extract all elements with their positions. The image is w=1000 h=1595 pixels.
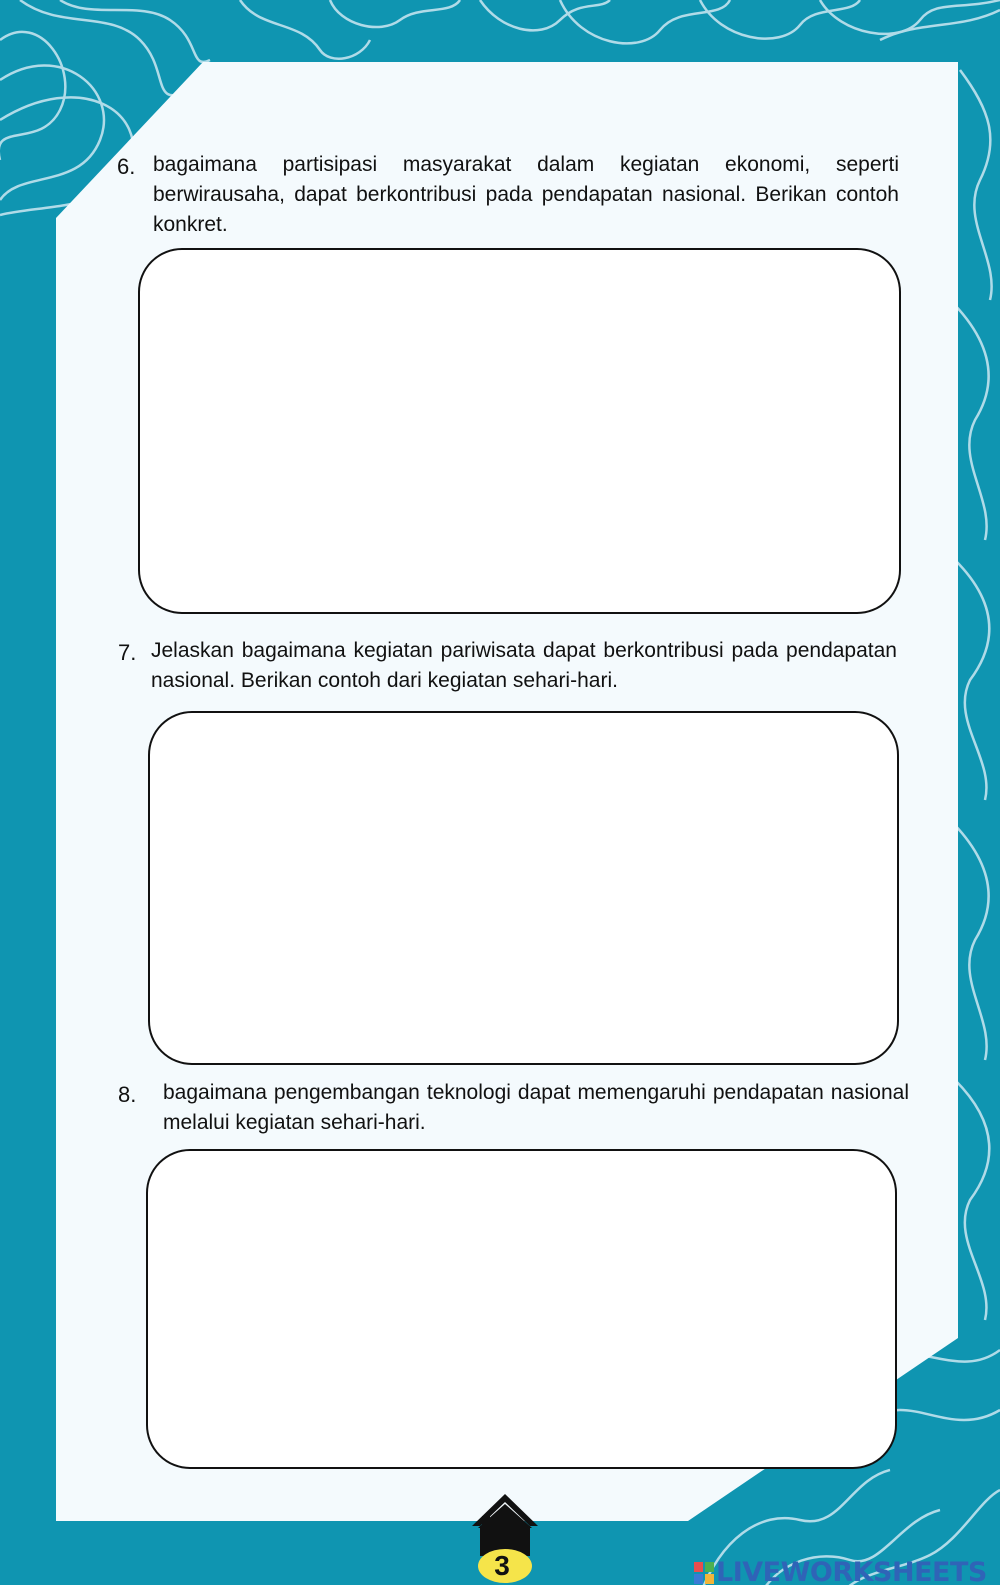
- liveworksheets-brand: LIVEWORKSHEETS: [716, 1557, 987, 1588]
- question-6-text: bagaimana partisipasi masyarakat dalam kegiatan ekonomi, seperti berwirausaha, dapat berkontribusi pada pendapatan nasional. Berikan contoh konkret.: [153, 153, 899, 236]
- question-6-number: 6.: [117, 154, 136, 179]
- question-7-text: Jelaskan bagaimana kegiatan pariwisata dapat berkontribusi pada pendapatan nasional. Berikan contoh dari kegiatan sehari-hari.: [151, 639, 897, 692]
- liveworksheets-logo-icon: [694, 1562, 714, 1584]
- answer-box-6[interactable]: [138, 248, 901, 614]
- question-7-number: 7.: [118, 640, 137, 665]
- question-8-number: 8.: [118, 1082, 137, 1107]
- answer-box-8[interactable]: [146, 1149, 897, 1469]
- question-8-text: bagaimana pengembangan teknologi dapat memengaruhi pendapatan nasional melalui kegiatan sehari-hari.: [163, 1081, 909, 1134]
- page-number: 3: [494, 1550, 510, 1581]
- answer-box-7[interactable]: [148, 711, 899, 1065]
